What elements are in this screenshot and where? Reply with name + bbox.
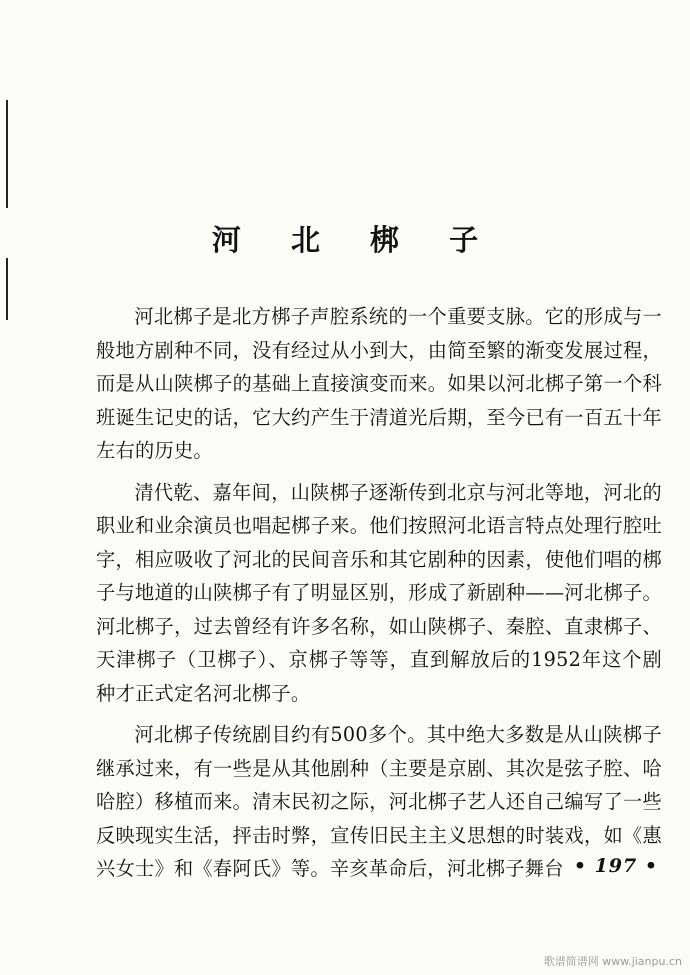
paragraph-1: 河北梆子是北方梆子声腔系统的一个重要支脉。它的形成与一般地方剧种不同，没有经过从小到大，由简至繁的渐变发展过程，而是从山陕梆子的基础上直接演变而来。如果以河北梆子第一个科班诞生记史的话，它大约产生于清道光后期，至今已有一百五十年左右的历史。 xyxy=(96,305,662,462)
page-title: 河 北 梆 子 xyxy=(211,223,499,257)
page-number: • 197 • xyxy=(573,855,658,877)
paragraph-3: 河北梆子传统剧目约有500多个。其中绝大多数是从山陕梆子继承过来，有一些是从其他剧种（主要是京剧、其次是弦子腔、哈哈腔）移植而来。清末民初之际，河北梆子艺人还自己编写了一些反映现实生活，抨击时弊，宣传旧民主主义思想的时装戏，如《惠兴女士》和《春阿氏》等。辛亥革命后，河北梆子舞台 xyxy=(96,723,662,880)
watermark: 歌谱简谱网 www.jianpu.cn xyxy=(543,955,682,968)
paragraph-2: 清代乾、嘉年间，山陕梆子逐渐传到北京与河北等地，河北的职业和业余演员也唱起梆子来。他们按照河北语言特点处理行腔吐字，相应吸收了河北的民间音乐和其它剧种的因素，使他们唱的梆子与地道的山陕梆子有了明显区别，形成了新剧种——河北梆子。河北梆子，过去曾经有许多名称，如山陕梆子、秦腔、直隶梆子、天津梆子（卫梆子）、京梆子等等，直到解放后的1952年这个剧种才正式定名河北梆子。 xyxy=(96,480,662,705)
margin-mark xyxy=(6,258,8,320)
margin-mark xyxy=(6,100,8,208)
body-text xyxy=(96,300,662,894)
